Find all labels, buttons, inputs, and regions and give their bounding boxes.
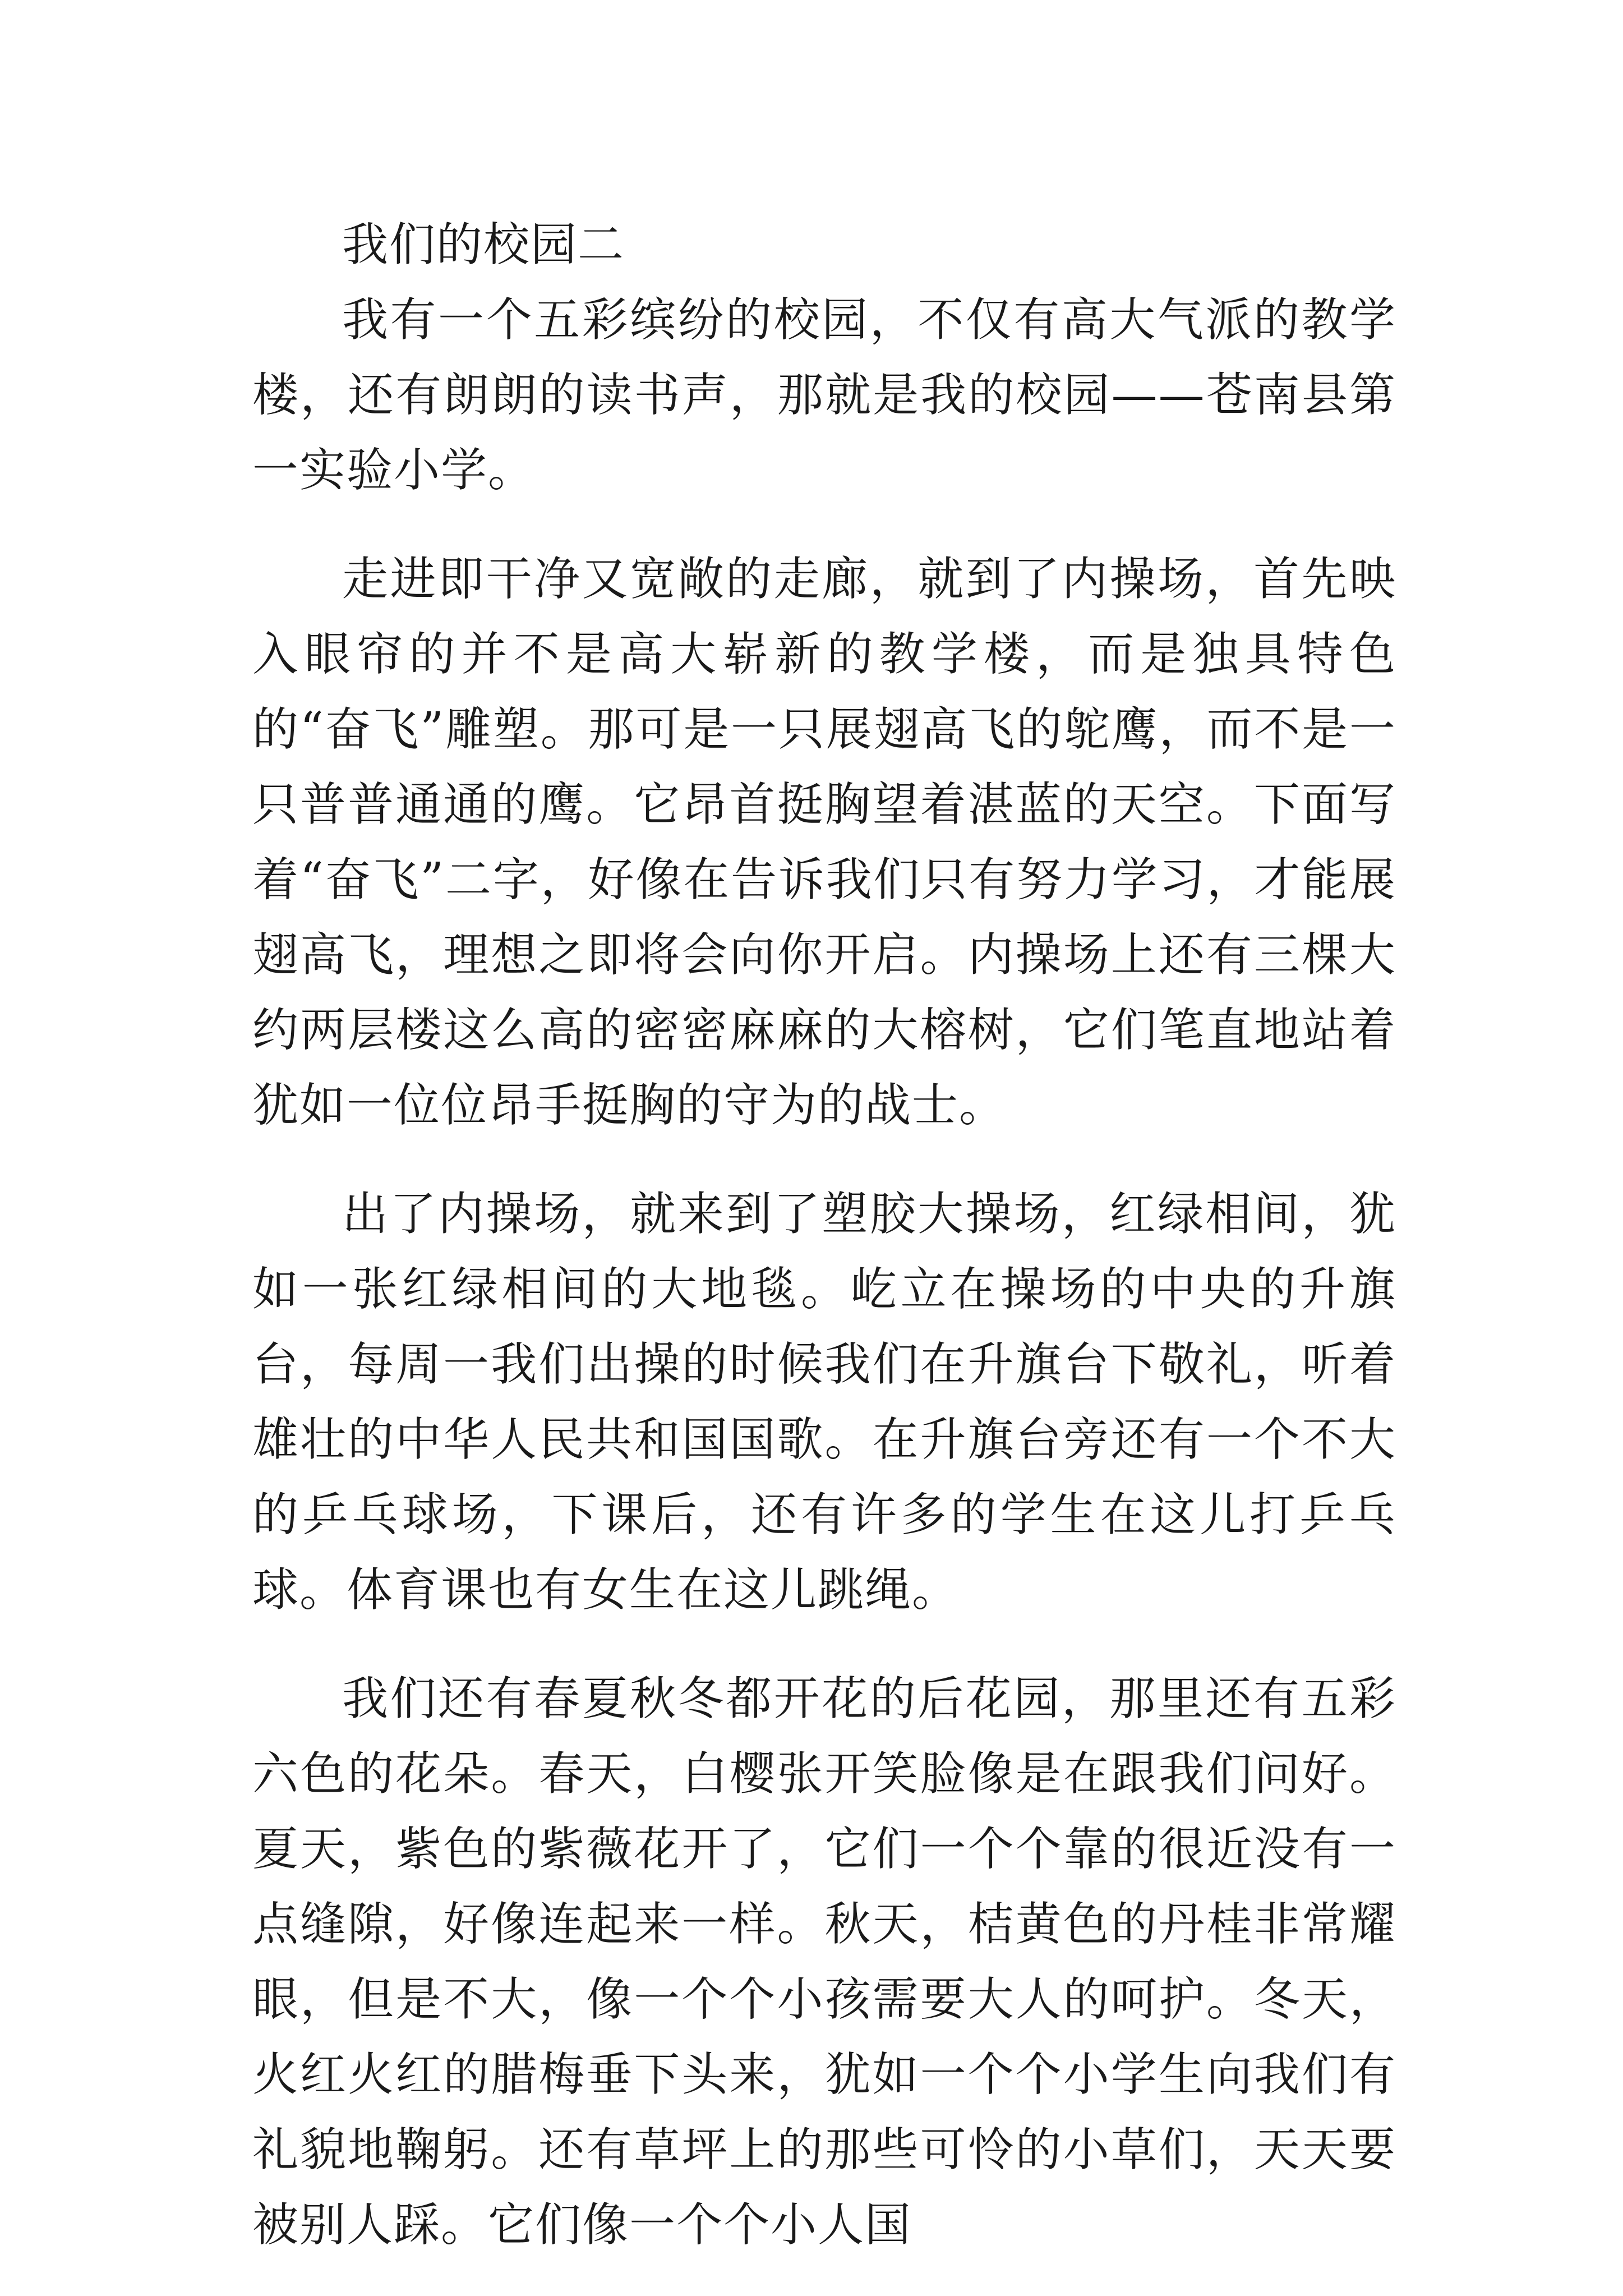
paragraph-gap xyxy=(252,1628,1396,1662)
document-body xyxy=(252,208,1396,2263)
paragraph-1: 我有一个五彩缤纷的校园，不仅有高大气派的教学楼，还有朗朗的读书声，那就是我的校园——苍南县第一实验小学。 xyxy=(252,293,1396,497)
paragraph-2: 走进即干净又宽敞的走廊，就到了内操场，首先映入眼帘的并不是高大崭新的教学楼，而是独具特色的“奋飞”雕塑。那可是一只展翅高飞的鸵鹰，而不是一只普普通通的鹰。它昂首挺胸望着湛蓝的天空。下面写着“奋飞”二字，好像在告诉我们只有努力学习，才能展翅高飞，理想之即将会向你开启。内操场上还有三棵大约两层楼这么高的密密麻麻的大榕树，它们笔直地站着犹如一位位昂手挺胸的守为的战士。 xyxy=(252,553,1396,1132)
paragraph-3: 出了内操场，就来到了塑胶大操场，红绿相间，犹如一张红绿相间的大地毯。屹立在操场的中央的升旗台，每周一我们出操的时候我们在升旗台下敬礼，听着雄壮的中华人民共和国国歌。在升旗台旁还有一个不大的乒乓球场，下课后，还有许多的学生在这儿打乒乓球。体育课也有女生在这儿跳绳。 xyxy=(252,1188,1396,1617)
document-title: 我们的校园二 xyxy=(342,218,625,272)
paragraph-4: 我们还有春夏秋冬都开花的后花园，那里还有五彩六色的花朵。春天，白樱张开笑脸像是在跟我们问好。夏天，紫色的紫薇花开了，它们一个个靠的很近没有一点缝隙，好像连起来一样。秋天，桔黄色的丹桂非常耀眼，但是不大，像一个个小孩需要大人的呵护。冬天，火红火红的腊梅垂下头来，犹如一个个小学生向我们有礼貌地鞠躬。还有草坪上的那些可怜的小草们，天天要被别人踩。它们像一个个小人国 xyxy=(252,1672,1396,2252)
paragraph-gap xyxy=(252,1143,1396,1177)
paragraph-gap xyxy=(252,508,1396,542)
